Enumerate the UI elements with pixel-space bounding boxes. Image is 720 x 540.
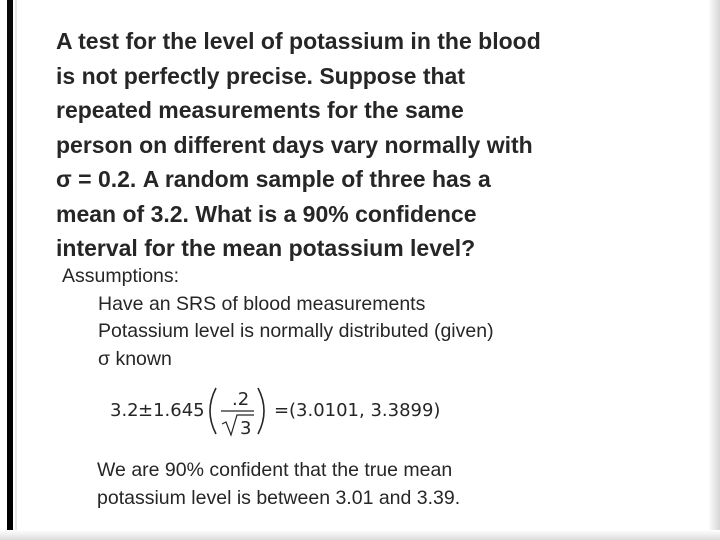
question-line-2: is not perfectly precise. Suppose that [56,62,465,89]
assumption-normal: Potassium level is normally distributed (given) [98,320,494,342]
left-rail-light [15,0,17,540]
conclusion-text [97,456,657,512]
assumptions-heading: Assumptions: [62,265,180,287]
right-edge-shadow [708,0,720,540]
formula-mean: 3.2 [110,400,139,421]
question-line-4: person on different days vary normally with [56,131,533,158]
question-line-6: mean of 3.2. What is a 90% confidence [56,200,477,227]
formula-interval: (3.0101, 3.3899) [289,400,441,421]
question-text [56,24,676,266]
assumption-sigma-known: σ known [98,347,172,370]
assumption-srs: Have an SRS of blood measurements [98,292,426,315]
question-line-1: A test for the level of potassium in the blood [56,28,541,54]
conclusion-line-2: potassium level is between 3.01 and 3.39. [97,487,461,509]
confidence-interval-formula [108,382,468,442]
right-paren [258,388,264,434]
formula-numerator: .2 [232,389,250,410]
left-rail-dark [7,0,13,540]
conclusion-line-1: We are 90% confident that the true mean [97,459,453,481]
question-line-7: interval for the mean potassium level? [56,235,476,261]
assumptions-block [62,263,662,373]
question-line-3: repeated measurements for the same [56,97,464,123]
formula-radicand: 3 [240,418,252,439]
left-paren [210,388,216,434]
formula-pm-zstar: ±1.645 [138,400,205,421]
bottom-edge-shadow [0,530,720,540]
question-line-5: σ = 0.2. A random sample of three has a [56,166,491,192]
formula-equals: = [274,400,290,421]
